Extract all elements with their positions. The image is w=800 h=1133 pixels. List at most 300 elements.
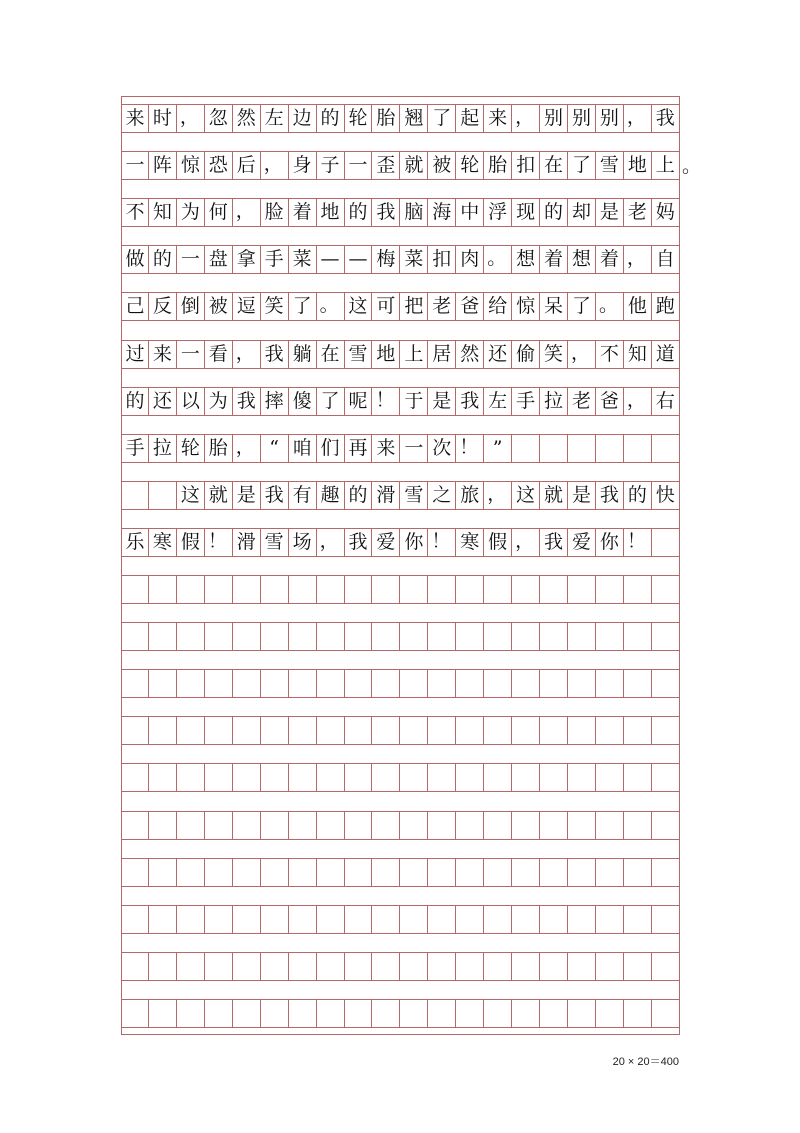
grid-cell	[484, 670, 512, 697]
grid-cell	[205, 906, 233, 933]
grid-cell: 他	[624, 293, 652, 320]
grid-cell	[484, 623, 512, 650]
grid-cell: 次	[428, 435, 456, 462]
grid-cell: 着	[289, 199, 317, 226]
grid-cell	[149, 623, 177, 650]
grid-cell	[149, 859, 177, 886]
grid-cell: ，	[624, 388, 652, 415]
grid-cell: 看	[205, 341, 233, 368]
grid-cell	[205, 576, 233, 603]
grid-cell	[428, 1000, 456, 1027]
grid-cell	[512, 906, 540, 933]
grid-cell	[149, 953, 177, 980]
grid-cell	[345, 812, 373, 839]
grid-cell: 我	[345, 529, 373, 556]
grid-cell	[456, 953, 484, 980]
grid-cell: 的	[345, 482, 373, 509]
grid-cell	[372, 670, 400, 697]
grid-cell: 手	[261, 246, 289, 273]
grid-size-label: 20 × 20＝400	[612, 1056, 679, 1068]
grid-cell	[428, 623, 456, 650]
grid-cell	[233, 906, 261, 933]
grid-cell: 还	[484, 341, 512, 368]
grid-cell	[121, 623, 149, 650]
grid-cell: 把	[400, 293, 428, 320]
grid-cell: 在	[317, 341, 345, 368]
grid-row	[121, 622, 680, 651]
grid-cell: ！	[372, 388, 400, 415]
grid-cell: 手	[121, 435, 149, 462]
grid-cell	[596, 1000, 624, 1027]
grid-cell	[233, 623, 261, 650]
grid-cell: 快	[652, 482, 680, 509]
grid-cell	[624, 764, 652, 791]
grid-cell: 的	[121, 388, 149, 415]
grid-cell: 了	[317, 388, 345, 415]
grid-cell	[596, 859, 624, 886]
grid-cell	[484, 576, 512, 603]
grid-cell	[345, 906, 373, 933]
grid-cell: 做	[121, 246, 149, 273]
grid-row	[121, 999, 680, 1028]
grid-cell	[512, 859, 540, 886]
manuscript-grid	[121, 96, 680, 1035]
grid-cell	[289, 670, 317, 697]
grid-cell	[540, 623, 568, 650]
grid-cell: 来	[121, 105, 149, 132]
grid-cell	[289, 1000, 317, 1027]
grid-cell	[456, 906, 484, 933]
grid-cell	[540, 717, 568, 744]
grid-cell	[596, 717, 624, 744]
grid-cell: 寒	[149, 529, 177, 556]
grid-cell	[345, 670, 373, 697]
grid-cell: 咱	[289, 435, 317, 462]
grid-cell	[540, 764, 568, 791]
grid-cell	[624, 623, 652, 650]
grid-cell	[428, 953, 456, 980]
grid-cell: 别	[596, 105, 624, 132]
grid-cell: 可	[372, 293, 400, 320]
grid-cell	[177, 1000, 205, 1027]
grid-cell	[652, 812, 680, 839]
grid-cell: 你	[400, 529, 428, 556]
grid-cell	[317, 670, 345, 697]
grid-cell	[624, 1000, 652, 1027]
grid-cell: 一	[345, 152, 373, 179]
grid-cell: ，	[233, 341, 261, 368]
grid-cell	[652, 717, 680, 744]
grid-cell	[456, 623, 484, 650]
grid-cell: 是	[596, 199, 624, 226]
grid-cell: 被	[428, 152, 456, 179]
grid-cell	[372, 906, 400, 933]
grid-cell: 了	[428, 105, 456, 132]
grid-cell	[456, 717, 484, 744]
grid-row	[121, 104, 680, 133]
grid-row	[121, 716, 680, 745]
grid-cell	[568, 576, 596, 603]
grid-cell: 边	[289, 105, 317, 132]
grid-cell	[596, 812, 624, 839]
grid-cell: 了	[568, 293, 596, 320]
grid-cell	[121, 482, 149, 509]
grid-cell	[345, 623, 373, 650]
grid-cell	[512, 764, 540, 791]
grid-cell	[596, 623, 624, 650]
grid-row	[121, 340, 680, 369]
grid-cell	[261, 953, 289, 980]
grid-cell: 了	[568, 152, 596, 179]
grid-cell: ，	[233, 199, 261, 226]
grid-cell: 居	[428, 341, 456, 368]
grid-cell: 胎	[372, 105, 400, 132]
grid-cell	[652, 906, 680, 933]
grid-cell: 雪	[261, 529, 289, 556]
grid-cell: —	[345, 246, 373, 273]
grid-cell	[372, 623, 400, 650]
grid-cell	[261, 717, 289, 744]
grid-cell: 我	[261, 341, 289, 368]
grid-cell: 地	[317, 199, 345, 226]
grid-cell	[512, 1000, 540, 1027]
grid-cell: ，	[624, 246, 652, 273]
grid-cell	[317, 623, 345, 650]
grid-cell	[400, 576, 428, 603]
grid-cell	[372, 717, 400, 744]
grid-cell: 来	[372, 435, 400, 462]
grid-cell: ”	[484, 435, 512, 462]
grid-cell	[652, 953, 680, 980]
grid-cell: 假	[177, 529, 205, 556]
grid-cell: 我	[540, 529, 568, 556]
grid-cell: 拿	[233, 246, 261, 273]
grid-cell	[624, 717, 652, 744]
grid-cell: 歪	[372, 152, 400, 179]
grid-cell	[428, 670, 456, 697]
grid-cell: ，	[317, 529, 345, 556]
grid-cell: 滑	[372, 482, 400, 509]
grid-cell: 就	[205, 482, 233, 509]
grid-cell: 你	[596, 529, 624, 556]
grid-cell	[624, 953, 652, 980]
grid-cell: 趣	[317, 482, 345, 509]
grid-cell: 阵	[149, 152, 177, 179]
grid-cell	[400, 859, 428, 886]
grid-cell	[121, 812, 149, 839]
grid-cell: 。	[484, 246, 512, 273]
grid-cell	[149, 670, 177, 697]
grid-cell	[624, 906, 652, 933]
grid-cell: 右	[652, 388, 680, 415]
grid-cell	[652, 670, 680, 697]
grid-row	[121, 858, 680, 887]
grid-cell	[121, 717, 149, 744]
grid-cell	[289, 717, 317, 744]
grid-cell	[456, 859, 484, 886]
grid-cell	[121, 953, 149, 980]
grid-cell	[596, 953, 624, 980]
grid-row	[121, 292, 680, 321]
grid-cell	[121, 764, 149, 791]
grid-cell: 于	[400, 388, 428, 415]
grid-row	[121, 811, 680, 840]
grid-cell	[261, 623, 289, 650]
grid-cell: 的	[317, 105, 345, 132]
grid-row	[121, 151, 680, 180]
grid-cell	[540, 859, 568, 886]
grid-cell: 别	[540, 105, 568, 132]
grid-cell	[177, 859, 205, 886]
grid-cell	[400, 812, 428, 839]
grid-cell: 有	[289, 482, 317, 509]
grid-cell	[121, 906, 149, 933]
grid-cell: 知	[149, 199, 177, 226]
grid-cell	[149, 764, 177, 791]
grid-cell: 的	[540, 199, 568, 226]
grid-cell	[289, 812, 317, 839]
grid-cell: 被	[205, 293, 233, 320]
grid-row	[121, 387, 680, 416]
grid-cell: 时	[149, 105, 177, 132]
grid-cell: 一	[177, 341, 205, 368]
grid-cell	[372, 764, 400, 791]
grid-cell	[484, 764, 512, 791]
grid-cell	[345, 717, 373, 744]
grid-cell	[652, 576, 680, 603]
grid-cell	[512, 670, 540, 697]
grid-cell: 想	[512, 246, 540, 273]
grid-cell: 这	[512, 482, 540, 509]
grid-cell: ，	[177, 105, 205, 132]
grid-cell: 地	[624, 152, 652, 179]
grid-cell: 扣	[428, 246, 456, 273]
grid-cell	[512, 953, 540, 980]
grid-cell	[233, 1000, 261, 1027]
grid-cell: 中	[456, 199, 484, 226]
grid-cell	[345, 576, 373, 603]
grid-cell	[568, 859, 596, 886]
grid-cell	[372, 1000, 400, 1027]
grid-cell: 场	[289, 529, 317, 556]
grid-cell: 恐	[205, 152, 233, 179]
grid-cell: 己	[121, 293, 149, 320]
grid-cell	[456, 576, 484, 603]
grid-row	[121, 528, 680, 557]
grid-cell: 轮	[345, 105, 373, 132]
grid-cell: 何	[205, 199, 233, 226]
grid-cell: 我	[233, 388, 261, 415]
grid-cell: 一	[121, 152, 149, 179]
grid-cell: 然	[456, 341, 484, 368]
grid-cell	[261, 859, 289, 886]
grid-cell: 给	[484, 293, 512, 320]
grid-cell: 爱	[568, 529, 596, 556]
grid-cell: 呆	[540, 293, 568, 320]
grid-row	[121, 434, 680, 463]
grid-cell	[149, 576, 177, 603]
grid-cell	[261, 906, 289, 933]
grid-cell	[261, 812, 289, 839]
grid-cell	[512, 576, 540, 603]
grid-cell	[149, 717, 177, 744]
grid-cell: 身	[289, 152, 317, 179]
grid-cell	[400, 764, 428, 791]
grid-cell: 这	[177, 482, 205, 509]
grid-cell: 滑	[233, 529, 261, 556]
grid-cell: 雪	[596, 152, 624, 179]
grid-cell: 上	[400, 341, 428, 368]
grid-cell	[568, 812, 596, 839]
grid-cell: 然	[233, 105, 261, 132]
grid-cell	[624, 670, 652, 697]
grid-cell	[400, 717, 428, 744]
grid-cell	[456, 670, 484, 697]
grid-cell: “	[261, 435, 289, 462]
grid-cell	[317, 717, 345, 744]
grid-cell: 爸	[596, 388, 624, 415]
grid-cell: 了	[289, 293, 317, 320]
grid-cell	[568, 623, 596, 650]
grid-cell	[456, 1000, 484, 1027]
grid-cell	[205, 717, 233, 744]
grid-cell	[289, 953, 317, 980]
grid-cell	[484, 859, 512, 886]
grid-cell	[177, 953, 205, 980]
grid-cell: 的	[345, 199, 373, 226]
grid-cell	[428, 812, 456, 839]
grid-cell: 想	[568, 246, 596, 273]
grid-row	[121, 575, 680, 604]
grid-cell: 老	[568, 388, 596, 415]
grid-cell: ！	[205, 529, 233, 556]
grid-cell	[289, 859, 317, 886]
grid-cell: 为	[205, 388, 233, 415]
grid-cell: ！	[624, 529, 652, 556]
grid-cell: 摔	[261, 388, 289, 415]
grid-cell	[177, 670, 205, 697]
grid-cell	[652, 435, 680, 462]
grid-cell	[289, 906, 317, 933]
grid-cell	[233, 859, 261, 886]
grid-cell: 惊	[512, 293, 540, 320]
grid-cell	[149, 812, 177, 839]
grid-cell: 乐	[121, 529, 149, 556]
grid-cell: 左	[484, 388, 512, 415]
grid-row	[121, 669, 680, 698]
grid-cell: ，	[512, 105, 540, 132]
grid-cell	[149, 1000, 177, 1027]
grid-cell	[568, 717, 596, 744]
grid-cell	[568, 764, 596, 791]
grid-cell: 胎	[205, 435, 233, 462]
grid-cell	[372, 812, 400, 839]
grid-cell: 子	[317, 152, 345, 179]
grid-cell: ，	[512, 529, 540, 556]
grid-row	[121, 198, 680, 227]
grid-cell	[400, 623, 428, 650]
grid-cell	[540, 812, 568, 839]
grid-cell: 轮	[456, 152, 484, 179]
grid-cell: 现	[512, 199, 540, 226]
grid-cell	[317, 906, 345, 933]
grid-cell: ！	[456, 435, 484, 462]
grid-cell	[400, 953, 428, 980]
grid-cell	[456, 764, 484, 791]
grid-cell: 后	[233, 152, 261, 179]
grid-cell	[652, 1000, 680, 1027]
grid-cell	[177, 576, 205, 603]
grid-cell: 我	[261, 482, 289, 509]
grid-cell	[317, 764, 345, 791]
grid-cell: 轮	[177, 435, 205, 462]
grid-cell	[345, 1000, 373, 1027]
grid-cell	[568, 906, 596, 933]
grid-cell: 脑	[400, 199, 428, 226]
grid-cell: 旅	[456, 482, 484, 509]
grid-cell: 是	[568, 482, 596, 509]
grid-cell	[456, 812, 484, 839]
grid-cell	[121, 859, 149, 886]
grid-row	[121, 481, 680, 510]
grid-cell: 寒	[456, 529, 484, 556]
grid-cell: 拉	[149, 435, 177, 462]
grid-cell	[484, 906, 512, 933]
grid-cell: 笑	[261, 293, 289, 320]
grid-cell: 惊	[177, 152, 205, 179]
grid-cell: 一	[177, 246, 205, 273]
grid-cell: 傻	[289, 388, 317, 415]
margin-overflow-char: 。	[682, 155, 702, 178]
grid-cell	[484, 1000, 512, 1027]
grid-cell: 是	[233, 482, 261, 509]
grid-cell	[652, 623, 680, 650]
grid-cell	[345, 764, 373, 791]
grid-cell: 在	[540, 152, 568, 179]
grid-cell: 就	[400, 152, 428, 179]
grid-cell	[512, 435, 540, 462]
grid-cell: 梅	[372, 246, 400, 273]
grid-cell: 躺	[289, 341, 317, 368]
grid-cell	[540, 906, 568, 933]
grid-cell: ，	[624, 105, 652, 132]
grid-cell	[317, 812, 345, 839]
grid-cell: 的	[149, 246, 177, 273]
grid-cell: 之	[428, 482, 456, 509]
grid-cell: 来	[484, 105, 512, 132]
grid-cell	[261, 670, 289, 697]
grid-cell	[121, 670, 149, 697]
grid-cell	[540, 435, 568, 462]
grid-cell	[121, 576, 149, 603]
grid-cell	[512, 717, 540, 744]
grid-cell	[624, 576, 652, 603]
grid-cell	[233, 764, 261, 791]
grid-cell	[205, 812, 233, 839]
grid-cell: ，	[568, 341, 596, 368]
grid-cell: 这	[345, 293, 373, 320]
grid-cell: 再	[345, 435, 373, 462]
grid-cell	[400, 906, 428, 933]
grid-cell	[512, 623, 540, 650]
grid-cell: 地	[372, 341, 400, 368]
grid-cell	[596, 670, 624, 697]
grid-cell: 雪	[400, 482, 428, 509]
grid-cell: 还	[149, 388, 177, 415]
grid-cell: 上	[652, 152, 680, 179]
grid-cell	[568, 953, 596, 980]
grid-row	[121, 905, 680, 934]
